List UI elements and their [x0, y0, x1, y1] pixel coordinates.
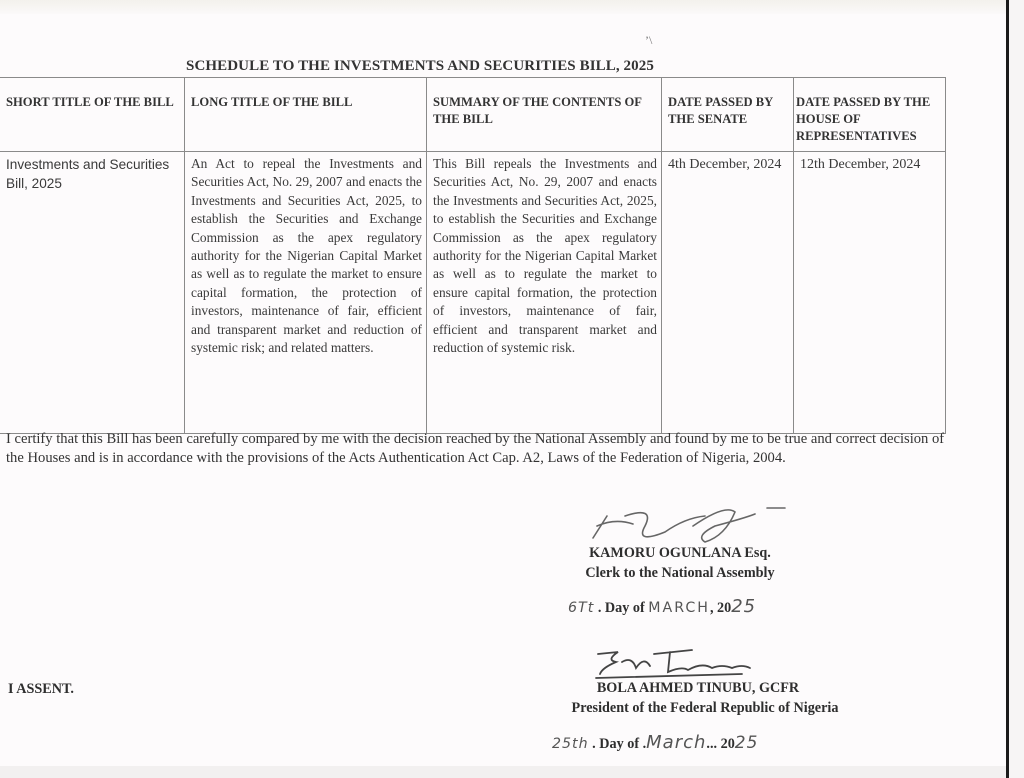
- president-date-label: Day of: [599, 736, 640, 752]
- clerk-title: Clerk to the National Assembly: [585, 565, 775, 581]
- president-date-year: 25: [734, 733, 759, 753]
- clerk-signature-icon: [585, 496, 800, 546]
- table-row: [0, 152, 946, 434]
- clerk-date-month: MARCH: [648, 600, 710, 616]
- cell-date-house: 12th December, 2024: [794, 152, 946, 434]
- header-short-title: SHORT TITLE OF THE BILL: [0, 78, 185, 152]
- schedule-title: SCHEDULE TO THE INVESTMENTS AND SECURITIES BILL, 2025: [186, 58, 654, 74]
- president-date-month: March: [646, 732, 707, 753]
- scan-right-margin: [1009, 0, 1024, 778]
- scan-bottom-edge: [0, 766, 1006, 778]
- header-long-title: LONG TITLE OF THE BILL: [185, 78, 427, 152]
- clerk-date-label: Day of: [604, 600, 645, 616]
- clerk-date-year: 25: [731, 596, 757, 617]
- certification-statement: I certify that this Bill has been carefully compared by me with the decision reached by the National Assembly and found by me to be true and correct decision of the Houses and is in accordance with the provisions of the Acts Authentication Act Cap. A2, Laws of the Federation of Nigeria, 2004.: [6, 431, 945, 466]
- header-date-senate: DATE PASSED BY THE SENATE: [662, 78, 794, 152]
- clerk-date-year-prefix: , 20: [709, 600, 732, 616]
- cell-date-senate: 4th December, 2024: [662, 152, 794, 434]
- president-date-year-prefix: 20: [720, 736, 735, 752]
- clerk-date-day: 6Tt: [568, 600, 595, 616]
- cell-long-title: An Act to repeal the Investments and Securities Act, No. 29, 2007 and enacts the Investments and Securities Act, 2025, to establish the Securities and Exchange Commission as the apex regulatory authority for the Nigerian Capital Market as well as to regulate the market to ensure capital formation, the protection of investors, maintenance of fair, efficient and transparent market and reduction of systemic risk; and related matters.: [185, 152, 427, 434]
- cell-summary: This Bill repeals the Investments and Securities Act, No. 29, 2007 and enacts the Investments and Securities Act, 2025, to establish the Securities and Exchange Commission as the apex regulatory authority for the Nigerian Capital Market as well as to regulate the market to ensure capital formation, the protection of investors, maintenance of fair, efficient and transparent market and reduction of systemic risk.: [427, 152, 662, 434]
- scan-top-edge: [0, 0, 1006, 14]
- stray-ink-mark: ’\: [645, 33, 653, 47]
- cell-short-title: Investments and Securities Bill, 2025: [0, 152, 185, 434]
- header-summary: SUMMARY OF THE CONTENTS OF THE BILL: [427, 78, 662, 152]
- assent-label: I ASSENT.: [8, 681, 74, 697]
- president-title: President of the Federal Republic of Nigeria: [571, 700, 839, 716]
- clerk-signing-date: 6Tt . Day of MARCH, 2025: [568, 596, 757, 617]
- schedule-table: [0, 77, 946, 434]
- president-signature-icon: [592, 646, 762, 682]
- president-signing-date: 25th . Day of .March... 2025: [552, 732, 759, 753]
- president-date-day: 25th: [552, 736, 589, 752]
- clerk-name: KAMORU OGUNLANA Esq.: [589, 545, 771, 561]
- table-header-row: [0, 78, 946, 152]
- header-date-house: DATE PASSED BY THE HOUSE OF REPRESENTATIVES: [794, 78, 946, 152]
- president-name: BOLA AHMED TINUBU, GCFR: [596, 680, 800, 696]
